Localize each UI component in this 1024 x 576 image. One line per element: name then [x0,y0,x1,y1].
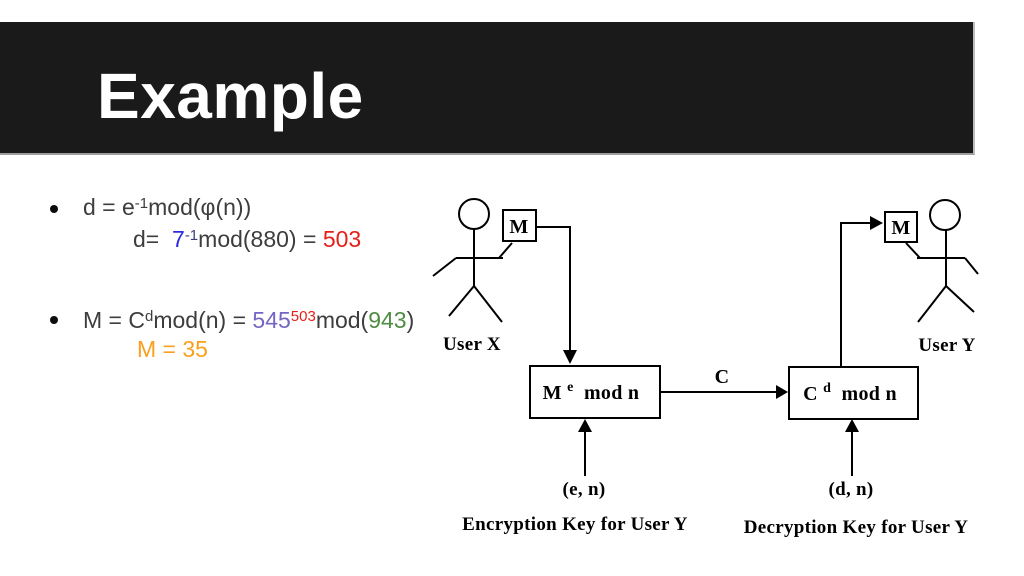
formula-run: mod( [315,307,369,333]
arrowhead-up [578,419,592,432]
user-x-figure [433,199,512,322]
message-box-x-label: M [509,216,529,238]
decrypt-exponent: d [823,381,832,396]
connector-up-line [841,223,870,367]
formula-run: 503 [322,226,362,252]
connector-m-line [536,227,570,352]
formula-run: d [144,308,154,325]
formula-run: d = e [83,194,135,220]
connector-decrypt-to-m [841,216,883,367]
formula-run: mod(880) = [198,226,323,252]
connector-m-to-encrypt [536,227,577,364]
encrypt-rest: mod n [583,382,640,404]
formula-m-value [137,335,208,363]
formula-run: mod(φ(n)) [148,194,252,220]
cipher-label: C [714,366,730,388]
arrowhead-right [870,216,883,230]
encrypt-box-label [543,374,640,404]
arrowhead-right [776,385,788,399]
formula-d-value [133,225,361,257]
encrypt-key-pair: (e, n) [562,479,606,500]
user-y-right-arm [965,258,978,274]
decrypt-key-pair: (d, n) [828,479,874,500]
user-y-label: User Y [918,335,976,356]
user-y-hand-to-box [906,243,920,258]
formula-run: M = 35 [137,336,208,362]
user-y-right-leg [946,286,974,312]
formula-run: mod(n) = [153,307,253,333]
bullet-marker [50,205,58,213]
formula-d-definition [83,193,251,225]
arrowhead-down [563,350,577,364]
arrowhead-up [845,419,859,432]
user-y-left-leg [918,286,946,322]
decrypt-box-label [803,375,897,405]
formula-run: 7 [172,226,185,252]
decrypt-key-arrow [845,419,859,476]
formula-run: -1 [134,195,149,212]
decrypt-rest: mod n [841,383,897,405]
message-box-x [503,210,536,241]
user-x-head [459,199,489,229]
rsa-flow-diagram [424,180,1024,560]
user-x-left-leg [449,286,474,316]
encrypt-exponent: e [567,380,574,395]
formula-run: 503 [290,308,316,325]
slide-title: Example [97,60,364,132]
title-bar [0,22,975,155]
user-x-right-leg [474,286,502,322]
formula-run: 545 [252,307,291,333]
user-x-hand-to-box [499,243,512,258]
user-x-left-arm [433,258,456,276]
formula-run: M = C [83,307,145,333]
decrypt-base: C [803,383,818,405]
bullet-marker [50,316,58,324]
formula-m-definition [83,306,414,338]
message-box-y [885,212,917,242]
user-y-head [930,200,960,230]
formula-run: 943 [368,307,407,333]
encrypt-key-arrow [578,419,592,476]
encrypt-base: M [542,382,562,404]
encrypt-key-caption: Encryption Key for User Y [462,514,688,535]
encrypt-box [530,366,660,418]
message-box-y-label: M [891,217,911,239]
formula-run: -1 [184,227,199,244]
decrypt-key-caption: Decryption Key for User Y [743,517,969,538]
formula-run: ) [406,307,415,333]
decrypt-box [789,367,918,419]
formula-run: d= [133,226,173,252]
user-x-label: User X [443,334,501,355]
